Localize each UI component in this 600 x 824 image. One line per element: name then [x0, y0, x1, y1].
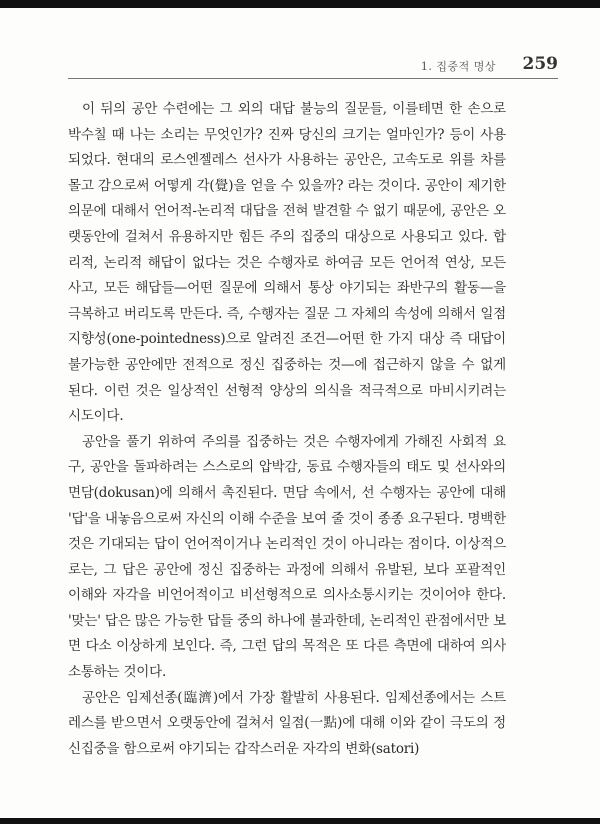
bottom-border [0, 818, 600, 824]
page-number: 259 [522, 54, 558, 74]
paragraph: 공안을 풀기 위하여 주의를 집중하는 것은 수행자에게 가해진 사회적 요구, 공안을 돌파하려는 스스로의 압박감, 동료 수행자들의 태도 및 선사와의 면담(dokusan)에 의해서 촉진된다. 면담 속에서, 선 수행자는 공안에 대해 '답'을 내놓음으로써 자신의 이해 수준을 보여 줄 것이 종종 요구된다. 명백한 것은 기대되는 답이 언어적이거나 논리적인 것이 아니라는 점이다. 이상적으로는, 그 답은 공안에 정신 집중하는 과정에 의해서 유발된, 보다 포괄적인 이해와 자각을 비언어적이고 비선형적으로 의사소통시키는 것이어야 한다. '맞는' 답은 많은 가능한 답들 중의 하나에 불과한데, 논리적인 관점에서만 보면 다소 이상하게 보인다. 즉, 그런 답의 목적은 또 다른 측면에 대하여 의사소통하는 것이다. [68, 433, 506, 681]
paragraph: 공안은 임제선종(臨濟)에서 가장 활발히 사용된다. 임제선종에서는 스트레스를 받으면서 오랫동안에 걸쳐서 일점(一點)에 대해 이와 같이 극도의 정신집중을 함으로써 야기되는 갑작스러운 자각의 변화(satori) [68, 689, 506, 757]
running-head: 1. 집중적 명상 [420, 60, 496, 73]
top-border [0, 0, 600, 8]
body-text [68, 97, 506, 762]
paragraph: 이 뒤의 공안 수련에는 그 외의 대답 불능의 질문들, 이를테면 한 손으로 박수칠 때 나는 소리는 무엇인가? 진짜 당신의 크기는 얼마인가? 등이 사용되었다. 현대의 로스엔젤레스 선사가 사용하는 공안은, 고속도로 위를 차를 몰고 감으로써 어떻게 각(覺)을 얻을 수 있을까? 라는 것이다. 공안이 제기한 의문에 대해서 언어적-논리적 대답을 전혀 발견할 수 없기 때문에, 공안은 오랫동안에 걸쳐서 유용하지만 힘든 주의 집중의 대상으로 사용되고 있다. 합리적, 논리적 해답이 없다는 것은 수행자로 하여금 모든 언어적 연상, 모든 사고, 모든 해답들—어떤 질문에 의해서 통상 야기되는 좌반구의 활동—을 극복하고 버리도록 만든다. 즉, 수행자는 질문 그 자체의 속성에 의해서 일점지향성(one-pointedness)으로 알려진 조건—어떤 한 가지 대상 즉 대답이 불가능한 공안에만 전적으로 정신 집중하는 것—에 접근하지 않을 수 없게 된다. 이런 것은 일상적인 선형적 양상의 의식을 적극적으로 마비시키려는 시도이다. [68, 101, 506, 425]
page-header [68, 56, 558, 79]
